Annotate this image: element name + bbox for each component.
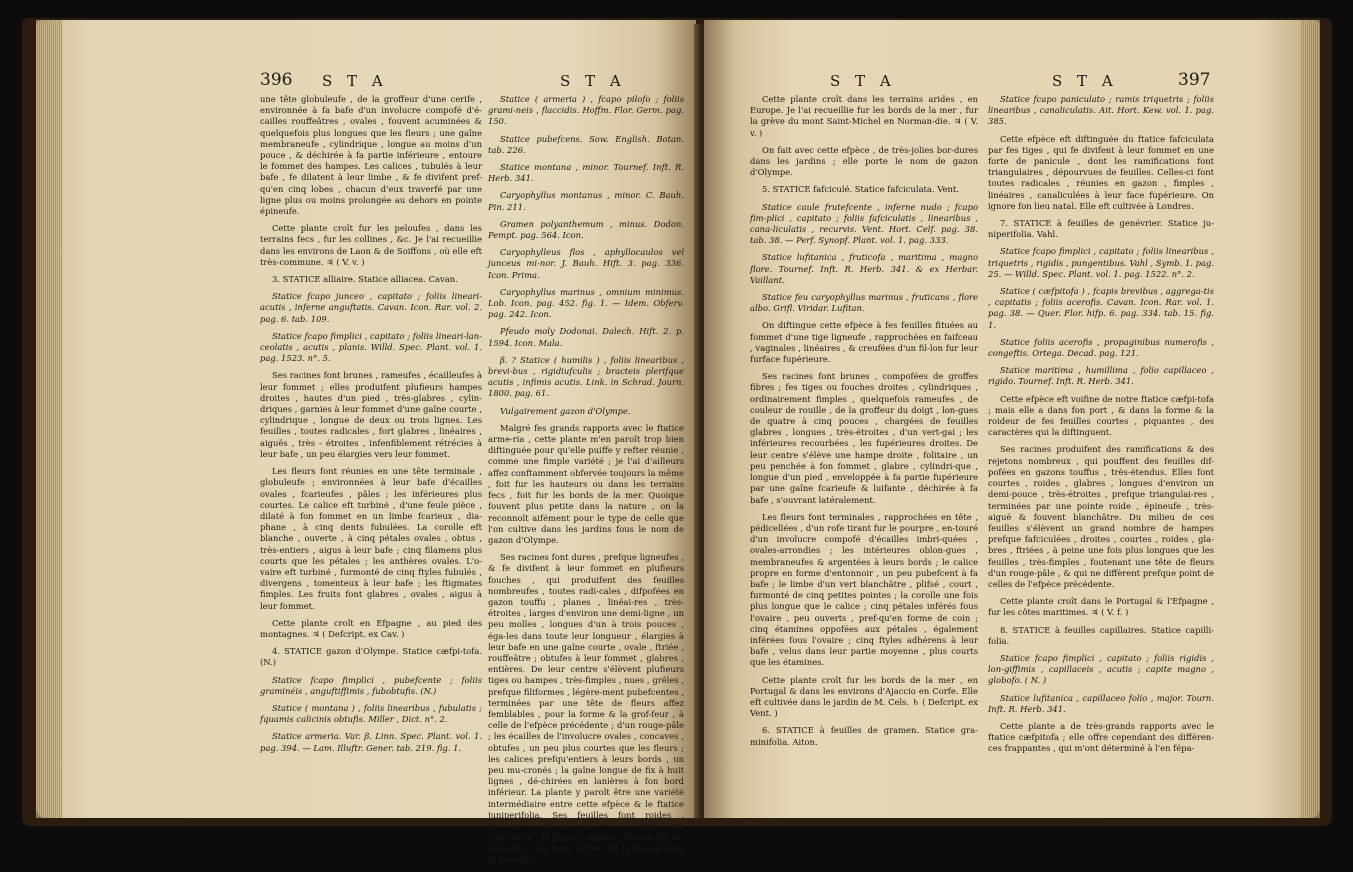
- synonym: Caryophylleus flos , aphyllocaulos vel junceus mi-nor. J. Bauh. Hift. 3. pag. 336. Icon. Prima.: [488, 247, 684, 280]
- right-page: [704, 20, 1320, 818]
- entry-heading: 5. STATICE fafciculé. Statice fafciculata. Vent.: [762, 184, 959, 195]
- synonym: Statice caule frutefcente , inferne nudo ; fcapo fim-plici , capitato ; foliis fafciculatis , linearibus , cana-liculatis , recurvis. Vent. Hort. Celf. pag. 38. tab. 38. — Perf. Synopf. Plant. vol. 1. pag. 333.: [750, 201, 978, 246]
- synonym: Statice fcapo paniculato ; ramis triquetris ; foliis linearibus , canaliculatis. Ait. Hort. Kew. vol. 1. pag. 385.: [988, 94, 1214, 127]
- synonym: Caryophyllus marinus , omnium minimus. Lob. Icon. pag. 452. fig. 1. — Idem. Obferv. pag. 242. Icon.: [488, 286, 684, 320]
- paragraph: Cette plante a de très-grands rapports avec le ftatice cæfpitofa ; elle offre cependant des différen-ces frappantes , qui m'ont déterminé à l'en fépa-: [988, 720, 1214, 754]
- paragraph: Cette efpèce eft diftinguée du ftatice fafciculata par fes tiges , qui fe divifent à leur fommet en une forte de panicule , dont les ramifications font triangulaires , dépourvues de feuilles. Celles-ci font toutes radicales , réunies en gazon , fimples , linéaires , canaliculées à leur face fupérieure. On ignore fon lieu natal. Elle eft cultivée à Londres.: [988, 133, 1214, 211]
- paragraph: Malgré fes grands rapports avec le ftatice arme-ria , cette plante m'en paroît trop bien diftinguée pour qu'elle puiffe y refter réunie , comme une fimple variété ; je l'ai d'ailleurs affez conftamment obfervée toujours la même , foit fur les hauteurs ou dans les terrains fecs , foit fur les bords de la mer. Quoique fouvent plus petite dans la nature , on la reconnoît aifément pour le type de celle que l'on cultive dans les jardins fous le nom de gazon d'Olympe.: [488, 422, 684, 545]
- running-head-right-col1: S T A: [830, 72, 896, 90]
- paragraph: Les fleurs font terminales , rapprochées en tête , pédicellées , d'un rofe tirant fur le pourpre , en-touré d'un involucre compofé d'écailles imbri-quées , ovales-arrondies ; les intérieures oblon-gues , membraneufes & argentées à leurs bords ; le calice propre en forme d'entonnoir , un peu pubefcent à fa bafe ; le limbe d'un vert blanchâtre , plifsé , court , furmonté de cinq petites pointes ; la corolle une fois plus longue que le calice ; cinq pétales inférés fous l'ovaire , peu ouverts , pref-qu'en forme de coin ; cinq étamines oppofées aux pétales , également inférées fous l'ovaire ; cinq ftyles adhérens à leur bafe , velus dans leur partie moyenne , plus courts que les étamines.: [750, 511, 978, 668]
- paragraph: Cette plante croît en Efpagne , au pied des montagnes. ♃ ( Defcript. ex Cav. ): [260, 617, 482, 639]
- synonym: Statice ( armeria ) , fcapo pilofo ; foliis grami-neis , flaccidis. Hoffm. Flor. Germ. pag. 150.: [488, 94, 684, 127]
- open-book: [22, 14, 1332, 865]
- left-page-column-2: [488, 94, 684, 872]
- synonym: Statice fcapo fimplici , capitato ; foliis lineari-lan-ceolatis , acutis , planis. Willd. Spec. Plant. vol. 1. pag. 1523. n°. 5.: [260, 330, 482, 364]
- left-page-column-1: [260, 94, 482, 760]
- synonym: Statice fcapo junceo , capitato ; foliis lineari-acutis , inferne anguftatis. Cavan. Icon. Rar. vol. 2. pag. 6. tab. 109.: [260, 291, 482, 324]
- paragraph: Cette plante croît dans les terrains arides , en Europe. Je l'ai recueillie fur les bords de la mer , fur la grève du mont Saint-Michel en Norman-die. ♃ ( V. v. ): [750, 94, 978, 138]
- entry-heading: 6. STATICE à feuilles de gramen. Statice gra-minifolia. Aiton.: [750, 725, 978, 747]
- paragraph: Cette plante croît fur les peloufes , dans les terrains fecs , fur les collines , &c. Je l'ai recueillie dans les environs de Laon & de Soiffons , où elle eft très-commune. ♃ ( V. v. ): [260, 223, 482, 267]
- synonym: Statice fcapo fimplici , capitato ; foliis rigidis , lon-giffimis , capillaceis , acutis ; capite magno , globofo. ( N. ): [988, 652, 1214, 686]
- synonym: Gramen polyanthemum , minus. Dodon. Pempt. pag. 564. Icon.: [488, 218, 684, 241]
- paragraph: Ses racines produifent des ramifications & des rejetons nombreux , qui pouffent des feuilles dif-pofées en gazons touffus , très-étendus. Elles font courtes , roides , glabres , longues d'environ un demi-pouce , très-étroites , prefque triangulai-res , terminées par une pointe roide , épineufe , très-aiguë & fouvent blanchâtre. Du milieu de ces feuilles s'élèvent un grand nombre de hampes prefque fafciculées , droites , courtes , roides , gla-bres , ftriées , à peine une fois plus longues que les feuilles , très-fimples , foutenant une tête de fleurs d'un rouge-pâle , & qui ne diffèrent prefque point de celles de l'efpèce précédente.: [988, 444, 1214, 589]
- synonym: Pfeudo moly Dodonai. Dalech. Hift. 2. p. 1594. Icon. Mala.: [488, 326, 684, 348]
- paragraph: On diftingue cette efpèce à fes feuilles fituées au fommet d'une tige ligneufe , rapprochées en faifceau , vaginales , linéaires , & creufées d'un fil-lon fur leur furface fupérieure.: [750, 320, 978, 365]
- synonym: Statice feu caryophyllus marinus , fruticans , flore albo. Grifl. Viridar. Lufitan.: [750, 292, 978, 314]
- synonym: β. ? Statice ( humilis ) , foliis linearibus , brevi-bus , rigidiufculis ; bracteis plerifque acutis , infimis acutis. Link. in Schrad. Journ. 1800. pag. 61.: [488, 354, 684, 399]
- running-head-left-col2: S T A: [560, 72, 626, 90]
- paragraph: une tête globuleufe , de la groffeur d'une cerife , environnée à fa bafe d'un involucre compofé d'é-cailles rouffeâtres , ovales , fouvent acuminées & quelquefois plus longues que les fleurs ; une gaîne membraneufe , cylindrique , longue au moins d'un pouce , & déchirée à fa partie inférieure , entoure le fommet des hampes. Les calices , tubulés à leur bafe , fe dilatent à leur limbe , & fe divifent pref-qu'en cinq lobes , chacun d'eux traverfé par une ligne plus ou moins prolongée au dehors en pointe épineufe.: [260, 94, 482, 217]
- right-page-column-2: [988, 94, 1214, 761]
- synonym: Statice fcapo fimplici , pubefcente ; foliis graminéis , anguftiffimis , fubobtufis. (N.): [260, 674, 482, 696]
- synonym: Statice fcapo fimplici , capitato ; foliis linearibus , triquetris , rigidis , pungentibus. Vahl , Symb. 1. pag. 25. — Willd. Spec. Plant. vol. 1. pag. 1522. n°. 2.: [988, 246, 1214, 279]
- synonym: Statice lufitanica , fruticofa , maritima , magno flore. Tournef. Inft. R. Herb. 341. & ex Herbar. Vaillant.: [750, 252, 978, 285]
- synonym: Statice ( montana ) , foliis linearibus , fubulatis ; fquamis calicinis obtufis. Miller , Dict. n°. 2.: [260, 702, 482, 725]
- page-edges-left: [36, 20, 62, 818]
- paragraph: Cette plante croît dans le Portugal & l'Efpagne , fur les côtes maritimes. ♃ ( V. f. ): [988, 596, 1214, 618]
- paragraph: Ses racines font brunes , compofées de groffes fibres ; fes tiges ou fouches droites , cylindriques , ordinairement fimples , quelquefois rameufes , de couleur de rouille , de la groffeur du doigt , lon-gues de quatre à cinq pouces , chargées de feuilles glabres , longues , très-étroites , d'un vert-gai ; les inférieures recourbées , les fupérieures droites. De leur centre s'élève une hampe droite , folitaire , un peu penchée à fon fommet , glabre , cylindri-que , longue d'un pied , enveloppée à fa partie fupérieure par une gaîne fcarieufe & luifante , déchirée à fa bafe , s'ouvrant latéralement.: [750, 371, 978, 505]
- paragraph: Ses racines font dures , prefque ligneufes , & fe divifent à leur fommet en plufieurs fouches , qui produifent des feuilles nombreufes , toutes radi-cales , difpofées en gazon touffu , planes , linéai-res , très-étroites , larges d'environ une demi-ligne , un peu molles , longues d'un à trois pouces , éga-les dans toute leur longueur , élargies à leur bafe en une gaîne courte , ovale , ftriée , rouffeâtre ; obtufes à leur fommet , glabres , entières. De leur centre s'élèvent plufieurs tiges ou hampes , très-fimples , nues , grêles , prefque filiformes , légère-ment pubefcentes , terminées par une tête de fleurs affez femblables , pour la forme & la grof-feur , à celle de l'efpèce précédente ; d'un rouge-pâle ; les écailles de l'involucre ovales , concaves , obtufes , un peu plus courtes que les fleurs ; les calices prefqu'entiers à leurs bords , un peu mu-cronés ; la gaîne longue de fix à huit lignes , dé-chirées en lanières à fon bord inférieur. La plante y paroît être une variété intermédiaire entre cette efpèce & le ftatice juniperifolia. Ses feuilles font roides , linéaires , très-courtes ; les écailles de l'involucre , la plupart aiguës , furtout les ex-térieures ; les tiges baffes. On la trouve dans le Portugal.: [488, 552, 684, 865]
- entry-heading: 4. STATICE gazon d'Olympe. Statice cæfpi-tofa. (N.): [260, 646, 482, 668]
- paragraph: Les fleurs font réunies en une tête terminale , globuleufe ; environnées à leur bafe d'écailles ovales , fcarieufes , pâles ; les inférieures plus courtes. Le calice eft turbiné , d'une feule pièce , dilaté à fon fommet en un limbe fcarieux , dia-phane , à cinq dents fubulées. La corolle eft blanche , ouverte , à cinq pétales ovales , obtus , très-entiers , aigus à leur bafe ; cinq filamens plus courts que les pétales ; les anthères ovales. L'o-vaire eft turbiné , furmonté de cinq ftyles fubulés , divergens , tomenteux à leur bafe ; les ftigmates fimples. Les fruits font glabres , ovales , aigus à leur fommet.: [260, 466, 482, 611]
- synonym: Statice maritima , humillima , folio capillaceo , rigido. Tournef. Inft. R. Herb. 341.: [988, 365, 1214, 387]
- paragraph: Cette efpèce eft voifine de notre ftatice cæfpi-tofa ; mais elle a dans fon port , & dans la forme & la roideur de fes feuilles courtes , piquantes , des caractères qui la diftinguent.: [988, 393, 1214, 438]
- vernacular-name: Vulgairement gazon d'Olympe.: [500, 405, 631, 416]
- page-number-left: 396: [260, 70, 293, 90]
- synonym: Statice pubefcens. Sow. English. Botan. tab. 226.: [488, 133, 684, 155]
- synonym: Caryophyllus montanus , minor. C. Bauh. Pin. 211.: [488, 190, 684, 212]
- paragraph: Cette plante croît fur les bords de la mer , en Portugal & dans les environs d'Ajaccio en Corfe. Elle eft cultivée dans le jardin de M. Cels. ♄ ( Defcript. ex Vent. ): [750, 674, 978, 719]
- entry-heading: 8. STATICE à feuilles capillaires. Statice capilli-folia.: [988, 624, 1214, 646]
- synonym: Statice ( cæfpitofa ) , fcapis brevibus , aggrega-tis , capitatis ; foliis acerofis. Cavan. Icon. Rar. vol. 1. pag. 38. — Quer. Flor. hifp. 6. pag. 334. tab. 15. fig. 1.: [988, 286, 1214, 330]
- left-page: [36, 20, 696, 865]
- page-edges-right: [1300, 20, 1320, 818]
- entry-heading: 3. STATICE alliaire. Statice alliacea. Cavan.: [272, 274, 458, 285]
- paragraph: On fait avec cette efpèce , de très-jolies bor-dures dans les jardins ; elle porte le nom de gazon d'Olympe.: [750, 144, 978, 178]
- running-head-left-col1: S T A: [322, 72, 388, 90]
- right-page-column-1: [750, 94, 978, 754]
- running-head-right-col2: S T A: [1052, 72, 1118, 90]
- paragraph: Ses racines font brunes , rameufes , écailleufes à leur fommet ; elles produifent plufieurs hampes droites , hautes d'un pied , très-glabres , cylin-driques , garnies à leur fommet d'une gaîne courte , cylindrique , longue de deux ou trois lignes. Les feuilles , toutes radicales , fort glabres , linéaires , aiguës , très - étroites , infenfiblement rétrécies à leur bafe , un peu élargies vers leur fommet.: [260, 370, 482, 459]
- synonym: Statice armeria. Var. β. Linn. Spec. Plant. vol. 1. pag. 394. — Lam. Illuftr. Gener. tab. 219. fig. 1.: [260, 731, 482, 753]
- synonym: Statice montana , minor. Tournef. Inft. R. Herb. 341.: [488, 162, 684, 184]
- entry-heading: 7. STATICE à feuilles de genévrier. Statice ju-niperifolia. Vahl.: [988, 218, 1214, 240]
- synonym: Statice foliis acerofis , propaginibus numerofis , congeftis. Ortega. Decad. pag. 121.: [988, 336, 1214, 359]
- synonym: Statice lufitanica , capillaceo folio , major. Tourn. Inft. R. Herb. 341.: [988, 692, 1214, 714]
- page-number-right: 397: [1178, 70, 1211, 90]
